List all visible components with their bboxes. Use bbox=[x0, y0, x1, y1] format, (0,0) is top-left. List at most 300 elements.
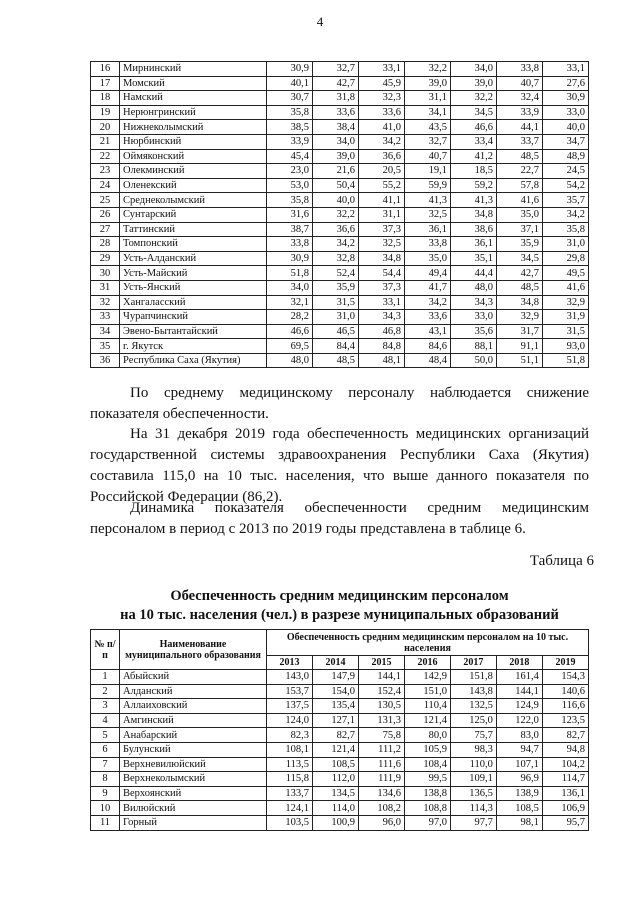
value-cell: 42,7 bbox=[313, 76, 359, 91]
table-row bbox=[91, 339, 589, 354]
value-cell: 40,7 bbox=[497, 76, 543, 91]
value-cell: 34,5 bbox=[451, 105, 497, 120]
value-cell: 36,6 bbox=[359, 149, 405, 164]
value-cell: 32,2 bbox=[451, 91, 497, 106]
table-row bbox=[91, 237, 589, 252]
value-cell: 33,1 bbox=[359, 62, 405, 77]
value-cell: 114,0 bbox=[312, 801, 358, 816]
table-row bbox=[91, 251, 589, 266]
row-number: 4 bbox=[91, 713, 120, 728]
value-cell: 122,0 bbox=[496, 713, 542, 728]
value-cell: 37,3 bbox=[359, 222, 405, 237]
value-cell: 144,1 bbox=[358, 670, 404, 685]
year-header: 2014 bbox=[312, 656, 358, 670]
value-cell: 33,8 bbox=[267, 237, 313, 252]
value-cell: 31,1 bbox=[405, 91, 451, 106]
municipality-name: Чурапчинский bbox=[120, 310, 267, 325]
value-cell: 34,2 bbox=[313, 237, 359, 252]
value-cell: 135,4 bbox=[312, 699, 358, 714]
value-cell: 41,1 bbox=[359, 193, 405, 208]
row-number: 26 bbox=[91, 207, 120, 222]
municipality-name: Верхоянский bbox=[120, 786, 267, 801]
value-cell: 106,9 bbox=[542, 801, 588, 816]
paragraph-2: На 31 декабря 2019 года обеспеченность медицинских организаций государственной системы здравоохранения Республики Саха (Якутия) составила 115,0 на 10 тыс. населения, что выше данного показателя по Российской Федерации (86,2). bbox=[90, 426, 589, 505]
value-cell: 38,5 bbox=[267, 120, 313, 135]
value-cell: 98,1 bbox=[496, 815, 542, 830]
value-cell: 115,8 bbox=[267, 772, 313, 787]
value-cell: 54,2 bbox=[543, 178, 589, 193]
value-cell: 51,8 bbox=[543, 353, 589, 368]
table-row bbox=[91, 684, 589, 699]
value-cell: 37,1 bbox=[497, 222, 543, 237]
value-cell: 33,6 bbox=[313, 105, 359, 120]
value-cell: 48,0 bbox=[451, 280, 497, 295]
value-cell: 46,5 bbox=[313, 324, 359, 339]
value-cell: 93,0 bbox=[543, 339, 589, 354]
row-number: 24 bbox=[91, 178, 120, 193]
row-number: 22 bbox=[91, 149, 120, 164]
value-cell: 95,7 bbox=[542, 815, 588, 830]
row-number: 7 bbox=[91, 757, 120, 772]
table-row bbox=[91, 120, 589, 135]
value-cell: 30,9 bbox=[267, 251, 313, 266]
municipality-name: Момский bbox=[120, 76, 267, 91]
row-number: 20 bbox=[91, 120, 120, 135]
value-cell: 110,4 bbox=[404, 699, 450, 714]
table-row bbox=[91, 62, 589, 77]
value-cell: 48,0 bbox=[267, 353, 313, 368]
value-cell: 34,8 bbox=[359, 251, 405, 266]
value-cell: 27,6 bbox=[543, 76, 589, 91]
municipality-name: Верхневилюйский bbox=[120, 757, 267, 772]
table-row bbox=[91, 670, 589, 685]
year-header: 2018 bbox=[496, 656, 542, 670]
value-cell: 32,9 bbox=[543, 295, 589, 310]
year-header: 2015 bbox=[358, 656, 404, 670]
value-cell: 110,0 bbox=[450, 757, 496, 772]
value-cell: 108,5 bbox=[312, 757, 358, 772]
value-cell: 51,8 bbox=[267, 266, 313, 281]
value-cell: 39,0 bbox=[451, 76, 497, 91]
value-cell: 34,0 bbox=[267, 280, 313, 295]
value-cell: 69,5 bbox=[267, 339, 313, 354]
value-cell: 49,4 bbox=[405, 266, 451, 281]
value-cell: 42,7 bbox=[497, 266, 543, 281]
value-cell: 35,9 bbox=[313, 280, 359, 295]
value-cell: 84,6 bbox=[405, 339, 451, 354]
value-cell: 33,7 bbox=[497, 134, 543, 149]
value-cell: 33,9 bbox=[497, 105, 543, 120]
value-cell: 151,0 bbox=[404, 684, 450, 699]
value-cell: 35,8 bbox=[543, 222, 589, 237]
value-cell: 34,2 bbox=[543, 207, 589, 222]
row-number: 25 bbox=[91, 193, 120, 208]
row-number: 34 bbox=[91, 324, 120, 339]
value-cell: 59,9 bbox=[405, 178, 451, 193]
table-row bbox=[91, 324, 589, 339]
value-cell: 32,1 bbox=[267, 295, 313, 310]
row-number: 29 bbox=[91, 251, 120, 266]
value-cell: 40,0 bbox=[313, 193, 359, 208]
municipality-name: Мирнинский bbox=[120, 62, 267, 77]
value-cell: 18,5 bbox=[451, 164, 497, 179]
value-cell: 31,8 bbox=[313, 91, 359, 106]
value-cell: 108,4 bbox=[404, 757, 450, 772]
header-name: Наименование муниципального образования bbox=[120, 630, 267, 670]
value-cell: 152,4 bbox=[358, 684, 404, 699]
value-cell: 127,1 bbox=[312, 713, 358, 728]
value-cell: 48,4 bbox=[405, 353, 451, 368]
table-row bbox=[91, 757, 589, 772]
value-cell: 54,4 bbox=[359, 266, 405, 281]
header-num: № п/п bbox=[91, 630, 120, 670]
table-title-line-2: на 10 тыс. населения (чел.) в разрезе муниципальных образований bbox=[120, 607, 559, 623]
row-number: 27 bbox=[91, 222, 120, 237]
municipality-name: Усть-Майский bbox=[120, 266, 267, 281]
value-cell: 33,9 bbox=[267, 134, 313, 149]
table-row bbox=[91, 164, 589, 179]
row-number: 9 bbox=[91, 786, 120, 801]
value-cell: 124,0 bbox=[267, 713, 313, 728]
row-number: 36 bbox=[91, 353, 120, 368]
municipality-name: Хангаласский bbox=[120, 295, 267, 310]
value-cell: 82,3 bbox=[267, 728, 313, 743]
value-cell: 35,6 bbox=[451, 324, 497, 339]
value-cell: 34,5 bbox=[497, 251, 543, 266]
value-cell: 43,5 bbox=[405, 120, 451, 135]
value-cell: 136,5 bbox=[450, 786, 496, 801]
value-cell: 121,4 bbox=[312, 742, 358, 757]
value-cell: 31,1 bbox=[359, 207, 405, 222]
table-row bbox=[91, 815, 589, 830]
value-cell: 138,9 bbox=[496, 786, 542, 801]
municipality-name: Республика Саха (Якутия) bbox=[120, 353, 267, 368]
value-cell: 123,5 bbox=[542, 713, 588, 728]
value-cell: 40,7 bbox=[405, 149, 451, 164]
table-row bbox=[91, 353, 589, 368]
value-cell: 113,5 bbox=[267, 757, 313, 772]
value-cell: 34,0 bbox=[451, 62, 497, 77]
row-number: 32 bbox=[91, 295, 120, 310]
value-cell: 31,0 bbox=[313, 310, 359, 325]
value-cell: 29,8 bbox=[543, 251, 589, 266]
value-cell: 97,7 bbox=[450, 815, 496, 830]
value-cell: 94,8 bbox=[542, 742, 588, 757]
value-cell: 39,0 bbox=[405, 76, 451, 91]
value-cell: 21,6 bbox=[313, 164, 359, 179]
value-cell: 33,1 bbox=[359, 295, 405, 310]
value-cell: 154,0 bbox=[312, 684, 358, 699]
value-cell: 133,7 bbox=[267, 786, 313, 801]
municipality-name: Оленекский bbox=[120, 178, 267, 193]
value-cell: 124,9 bbox=[496, 699, 542, 714]
value-cell: 35,0 bbox=[405, 251, 451, 266]
value-cell: 55,2 bbox=[359, 178, 405, 193]
value-cell: 39,0 bbox=[313, 149, 359, 164]
municipality-name: г. Якутск bbox=[120, 339, 267, 354]
paragraph-3: Динамика показателя обеспеченности средним медицинским персоналом в период с 2013 по 2019 годы представлена в таблице 6. bbox=[90, 500, 589, 537]
value-cell: 75,8 bbox=[358, 728, 404, 743]
value-cell: 84,4 bbox=[313, 339, 359, 354]
value-cell: 96,9 bbox=[496, 772, 542, 787]
value-cell: 33,6 bbox=[359, 105, 405, 120]
value-cell: 41,7 bbox=[405, 280, 451, 295]
value-cell: 121,4 bbox=[404, 713, 450, 728]
municipality-name: Аллаиховский bbox=[120, 699, 267, 714]
table-row bbox=[91, 134, 589, 149]
row-number: 8 bbox=[91, 772, 120, 787]
table-row bbox=[91, 786, 589, 801]
value-cell: 48,9 bbox=[543, 149, 589, 164]
value-cell: 38,7 bbox=[267, 222, 313, 237]
value-cell: 36,6 bbox=[313, 222, 359, 237]
value-cell: 138,8 bbox=[404, 786, 450, 801]
value-cell: 35,8 bbox=[267, 105, 313, 120]
value-cell: 41,3 bbox=[405, 193, 451, 208]
row-number: 1 bbox=[91, 670, 120, 685]
value-cell: 143,0 bbox=[267, 670, 313, 685]
value-cell: 97,0 bbox=[404, 815, 450, 830]
value-cell: 108,1 bbox=[267, 742, 313, 757]
row-number: 30 bbox=[91, 266, 120, 281]
table-title bbox=[90, 587, 589, 625]
value-cell: 114,7 bbox=[542, 772, 588, 787]
value-cell: 41,3 bbox=[451, 193, 497, 208]
value-cell: 32,2 bbox=[313, 207, 359, 222]
table-row bbox=[91, 76, 589, 91]
municipality-name: Таттинский bbox=[120, 222, 267, 237]
value-cell: 134,6 bbox=[358, 786, 404, 801]
table-row bbox=[91, 280, 589, 295]
value-cell: 41,0 bbox=[359, 120, 405, 135]
value-cell: 75,7 bbox=[450, 728, 496, 743]
year-header: 2016 bbox=[404, 656, 450, 670]
value-cell: 109,1 bbox=[450, 772, 496, 787]
municipality-name: Усть-Янский bbox=[120, 280, 267, 295]
value-cell: 24,5 bbox=[543, 164, 589, 179]
value-cell: 34,8 bbox=[497, 295, 543, 310]
municipality-name: Нерюнгринский bbox=[120, 105, 267, 120]
row-number: 6 bbox=[91, 742, 120, 757]
value-cell: 142,9 bbox=[404, 670, 450, 685]
value-cell: 134,5 bbox=[312, 786, 358, 801]
value-cell: 108,8 bbox=[404, 801, 450, 816]
value-cell: 94,7 bbox=[496, 742, 542, 757]
municipality-name: Булунский bbox=[120, 742, 267, 757]
municipality-name: Намский bbox=[120, 91, 267, 106]
table-row bbox=[91, 742, 589, 757]
value-cell: 41,6 bbox=[543, 280, 589, 295]
municipality-name: Абыйский bbox=[120, 670, 267, 685]
value-cell: 48,1 bbox=[359, 353, 405, 368]
year-header: 2017 bbox=[450, 656, 496, 670]
value-cell: 111,9 bbox=[358, 772, 404, 787]
value-cell: 83,0 bbox=[496, 728, 542, 743]
value-cell: 20,5 bbox=[359, 164, 405, 179]
table-title-line-1: Обеспеченность средним медицинским персоналом bbox=[170, 588, 509, 604]
table-row bbox=[91, 699, 589, 714]
value-cell: 32,4 bbox=[497, 91, 543, 106]
value-cell: 124,1 bbox=[267, 801, 313, 816]
value-cell: 34,1 bbox=[405, 105, 451, 120]
value-cell: 112,0 bbox=[312, 772, 358, 787]
value-cell: 38,4 bbox=[313, 120, 359, 135]
value-cell: 33,4 bbox=[451, 134, 497, 149]
municipality-name: Анабарский bbox=[120, 728, 267, 743]
municipality-name: Вилюйский bbox=[120, 801, 267, 816]
value-cell: 130,5 bbox=[358, 699, 404, 714]
value-cell: 57,8 bbox=[497, 178, 543, 193]
value-cell: 34,0 bbox=[313, 134, 359, 149]
value-cell: 22,7 bbox=[497, 164, 543, 179]
row-number: 28 bbox=[91, 237, 120, 252]
value-cell: 111,2 bbox=[358, 742, 404, 757]
table-row bbox=[91, 772, 589, 787]
row-number: 21 bbox=[91, 134, 120, 149]
value-cell: 131,3 bbox=[358, 713, 404, 728]
value-cell: 32,7 bbox=[405, 134, 451, 149]
municipality-name: Нюрбинский bbox=[120, 134, 267, 149]
value-cell: 23,0 bbox=[267, 164, 313, 179]
value-cell: 32,9 bbox=[497, 310, 543, 325]
value-cell: 35,8 bbox=[267, 193, 313, 208]
row-number: 16 bbox=[91, 62, 120, 77]
value-cell: 33,6 bbox=[405, 310, 451, 325]
value-cell: 46,8 bbox=[359, 324, 405, 339]
value-cell: 132,5 bbox=[450, 699, 496, 714]
value-cell: 108,5 bbox=[496, 801, 542, 816]
value-cell: 137,5 bbox=[267, 699, 313, 714]
value-cell: 33,8 bbox=[497, 62, 543, 77]
value-cell: 34,2 bbox=[405, 295, 451, 310]
value-cell: 140,6 bbox=[542, 684, 588, 699]
municipality-name: Олекминский bbox=[120, 164, 267, 179]
value-cell: 34,3 bbox=[359, 310, 405, 325]
municipality-name: Алданский bbox=[120, 684, 267, 699]
value-cell: 35,0 bbox=[497, 207, 543, 222]
value-cell: 32,3 bbox=[359, 91, 405, 106]
row-number: 2 bbox=[91, 684, 120, 699]
value-cell: 30,9 bbox=[543, 91, 589, 106]
value-cell: 143,8 bbox=[450, 684, 496, 699]
value-cell: 41,6 bbox=[497, 193, 543, 208]
table-row bbox=[91, 222, 589, 237]
table-row bbox=[91, 149, 589, 164]
value-cell: 36,1 bbox=[405, 222, 451, 237]
value-cell: 104,2 bbox=[542, 757, 588, 772]
value-cell: 114,3 bbox=[450, 801, 496, 816]
value-cell: 45,4 bbox=[267, 149, 313, 164]
table-row bbox=[91, 105, 589, 120]
table-6 bbox=[90, 629, 589, 831]
table-row bbox=[91, 713, 589, 728]
value-cell: 19,1 bbox=[405, 164, 451, 179]
value-cell: 52,4 bbox=[313, 266, 359, 281]
municipality-name: Среднеколымский bbox=[120, 193, 267, 208]
value-cell: 46,6 bbox=[451, 120, 497, 135]
value-cell: 35,9 bbox=[497, 237, 543, 252]
value-cell: 99,5 bbox=[404, 772, 450, 787]
value-cell: 153,7 bbox=[267, 684, 313, 699]
value-cell: 51,1 bbox=[497, 353, 543, 368]
value-cell: 32,8 bbox=[313, 251, 359, 266]
value-cell: 32,2 bbox=[405, 62, 451, 77]
row-number: 17 bbox=[91, 76, 120, 91]
value-cell: 125,0 bbox=[450, 713, 496, 728]
value-cell: 103,5 bbox=[267, 815, 313, 830]
value-cell: 34,3 bbox=[451, 295, 497, 310]
value-cell: 82,7 bbox=[542, 728, 588, 743]
value-cell: 84,8 bbox=[359, 339, 405, 354]
value-cell: 80,0 bbox=[404, 728, 450, 743]
value-cell: 53,0 bbox=[267, 178, 313, 193]
value-cell: 40,0 bbox=[543, 120, 589, 135]
top-table bbox=[90, 61, 589, 368]
row-number: 19 bbox=[91, 105, 120, 120]
row-number: 5 bbox=[91, 728, 120, 743]
value-cell: 28,2 bbox=[267, 310, 313, 325]
page-number: 4 bbox=[316, 14, 324, 29]
value-cell: 154,3 bbox=[542, 670, 588, 685]
value-cell: 91,1 bbox=[497, 339, 543, 354]
value-cell: 30,9 bbox=[267, 62, 313, 77]
table-row bbox=[91, 193, 589, 208]
row-number: 18 bbox=[91, 91, 120, 106]
table-row bbox=[91, 266, 589, 281]
value-cell: 161,4 bbox=[496, 670, 542, 685]
header-group: Обеспеченность средним медицинским персоналом на 10 тыс. населения bbox=[267, 630, 589, 656]
municipality-name: Верхнеколымский bbox=[120, 772, 267, 787]
year-header: 2013 bbox=[267, 656, 313, 670]
value-cell: 105,9 bbox=[404, 742, 450, 757]
value-cell: 50,0 bbox=[451, 353, 497, 368]
value-cell: 46,6 bbox=[267, 324, 313, 339]
value-cell: 144,1 bbox=[496, 684, 542, 699]
value-cell: 41,2 bbox=[451, 149, 497, 164]
table-row bbox=[91, 728, 589, 743]
table-row bbox=[91, 207, 589, 222]
value-cell: 98,3 bbox=[450, 742, 496, 757]
table-row bbox=[91, 801, 589, 816]
value-cell: 34,2 bbox=[359, 134, 405, 149]
row-number: 10 bbox=[91, 801, 120, 816]
value-cell: 35,7 bbox=[543, 193, 589, 208]
value-cell: 37,3 bbox=[359, 280, 405, 295]
row-number: 11 bbox=[91, 815, 120, 830]
year-header: 2019 bbox=[542, 656, 588, 670]
value-cell: 43,1 bbox=[405, 324, 451, 339]
value-cell: 31,5 bbox=[543, 324, 589, 339]
municipality-name: Нижнеколымский bbox=[120, 120, 267, 135]
table-row bbox=[91, 91, 589, 106]
value-cell: 40,1 bbox=[267, 76, 313, 91]
value-cell: 33,8 bbox=[405, 237, 451, 252]
municipality-name: Усть-Алданский bbox=[120, 251, 267, 266]
value-cell: 88,1 bbox=[451, 339, 497, 354]
value-cell: 48,5 bbox=[497, 149, 543, 164]
value-cell: 35,1 bbox=[451, 251, 497, 266]
table-row bbox=[91, 178, 589, 193]
municipality-name: Эвено-Бытантайский bbox=[120, 324, 267, 339]
value-cell: 116,6 bbox=[542, 699, 588, 714]
value-cell: 108,2 bbox=[358, 801, 404, 816]
table-row bbox=[91, 310, 589, 325]
value-cell: 50,4 bbox=[313, 178, 359, 193]
value-cell: 32,7 bbox=[313, 62, 359, 77]
municipality-name: Оймяконский bbox=[120, 149, 267, 164]
value-cell: 33,1 bbox=[543, 62, 589, 77]
row-number: 35 bbox=[91, 339, 120, 354]
